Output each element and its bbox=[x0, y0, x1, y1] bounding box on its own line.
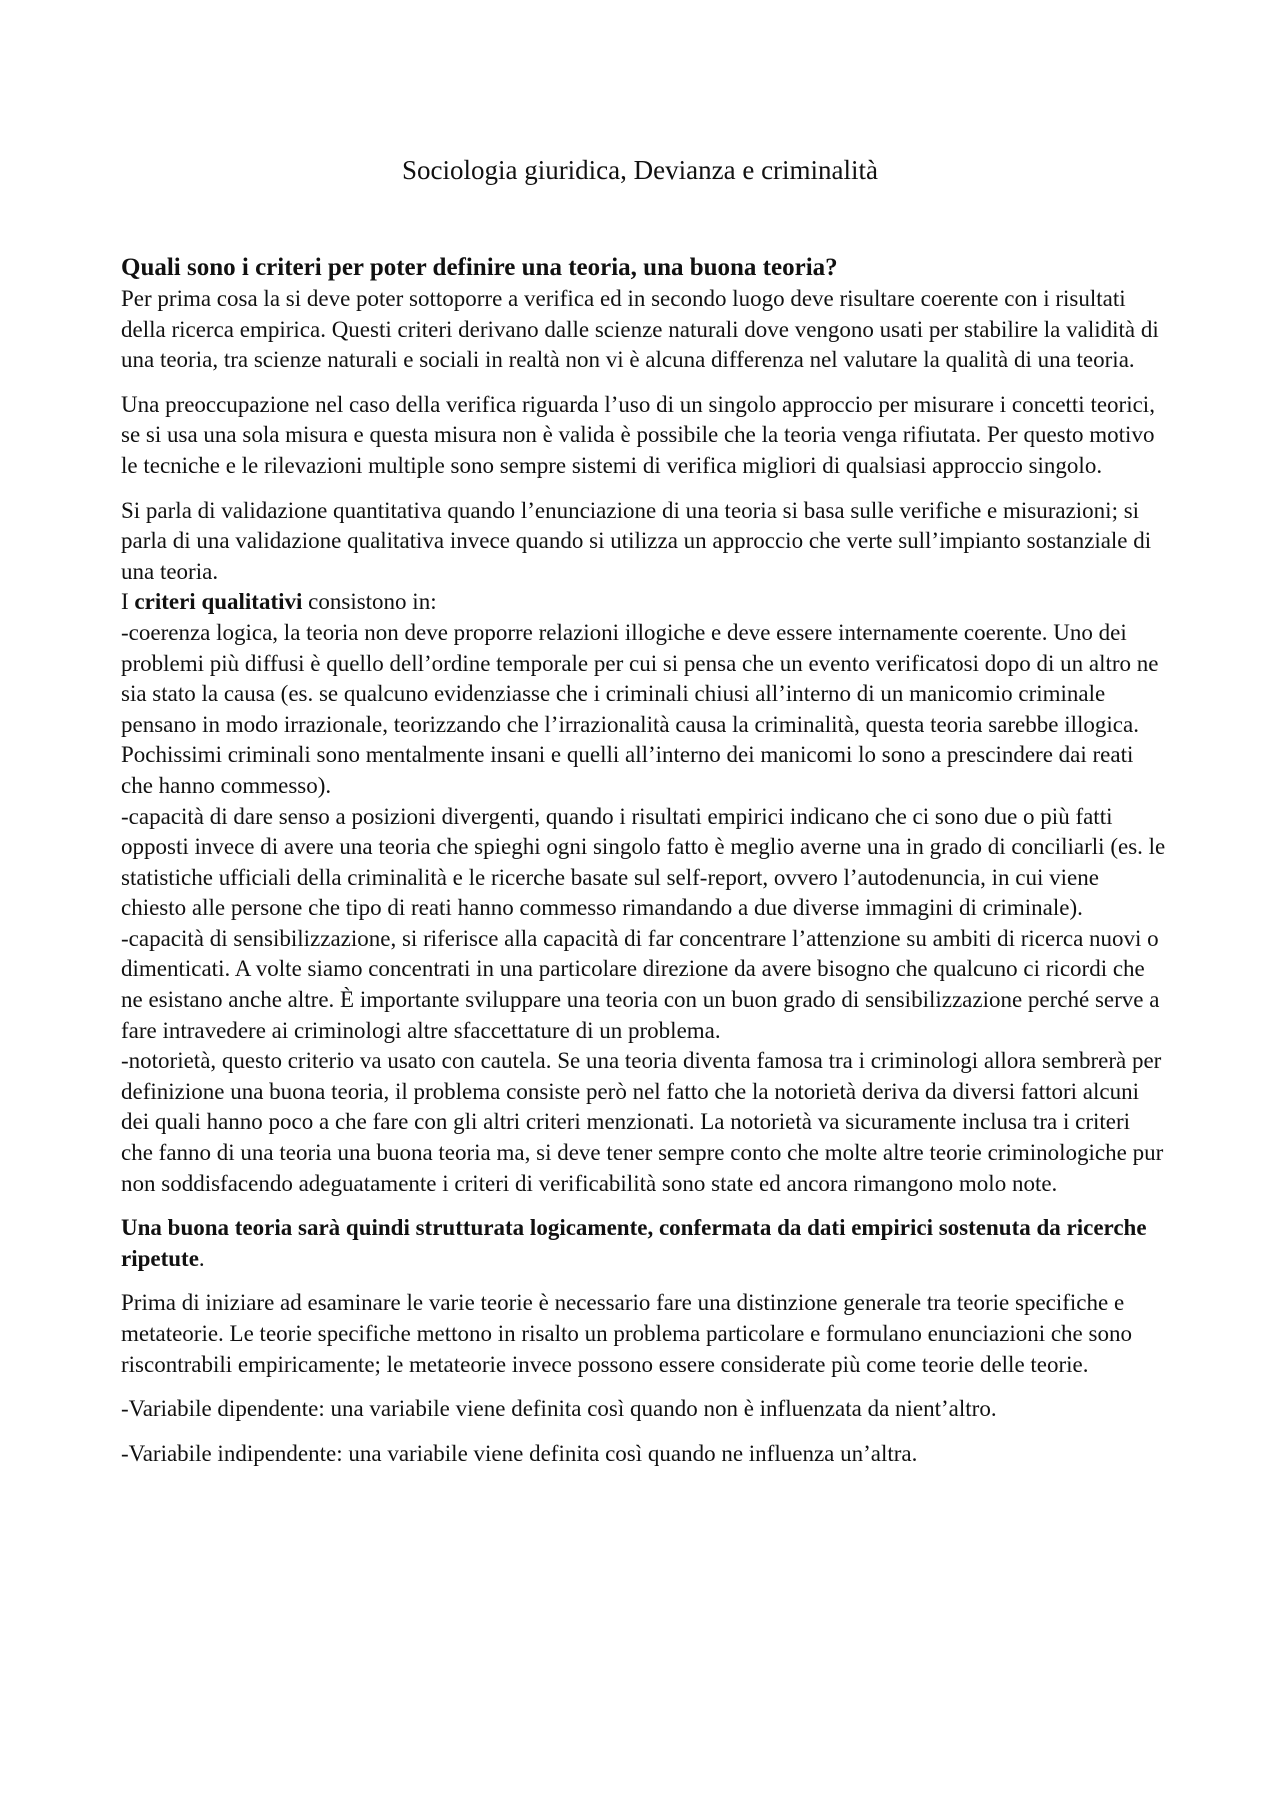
criteria-intro-post: consistono in: bbox=[302, 589, 437, 615]
criteria-intro-pre: I bbox=[121, 589, 135, 615]
criterion-sensitization: -capacità di sensibilizzazione, si riferisce alla capacità di far concentrare l’attenzione su ambiti di ricerca nuovi o dimenticati. A volte siamo concentrati in una particolare direzione da avere bisogno che qualcuno ci ricordi che ne esistano anche altre. È importante sviluppare una teoria con un buon grado di sensibilizzazione perché serve a fare intravedere ai criminologi altre sfaccettature di un problema. bbox=[121, 925, 1160, 1043]
summary-statement bbox=[121, 1213, 1167, 1274]
paragraph-validation: Si parla di validazione quantitativa quando l’enunciazione di una teoria si basa sulle verifiche e misurazioni; si parla di una validazione qualitativa invece quando si utilizza un approccio che verte sull’impianto sostanziale di una teoria. bbox=[121, 497, 1152, 584]
page-title: Sociologia giuridica, Devianza e criminalità bbox=[401, 155, 879, 185]
criterion-notoriety: -notorietà, questo criterio va usato con cautela. Se una teoria diventa famosa tra i criminologi allora sembrerà per definizione una buona teoria, il problema consiste però nel fatto che la notorietà deriva da diversi fattori alcuni dei quali hanno poco a che fare con gli altri criteri menzionati. La notorietà va sicuramente inclusa tra i criteri che fanno di una teoria una buona teoria ma, si deve tener sempre conto che molte altre teorie criminologiche pur non soddisfacendo adeguatamente i criteri di verificabilità sono state ed ancora rimangono molo note. bbox=[121, 1048, 1164, 1196]
criteria-intro-bold: criteri qualitativi bbox=[134, 589, 303, 615]
variable-dependent: -Variabile dipendente: una variabile viene definita così quando non è influenzata da nient’altro. bbox=[121, 1396, 997, 1422]
summary-end: . bbox=[198, 1245, 205, 1271]
paragraph-verification: Una preoccupazione nel caso della verifica riguarda l’uso di un singolo approccio per misurare i concetti teorici, se si usa una sola misura e questa misura non è valida è possibile che la teoria venga rifiutata. Per questo motivo le tecniche e le rilevazioni multiple sono sempre sistemi di verifica migliori di qualsiasi approccio singolo. bbox=[121, 391, 1155, 478]
criteria-intro bbox=[121, 587, 1167, 618]
section-heading: Quali sono i criteri per poter definire una teoria, una buona teoria? bbox=[121, 254, 838, 281]
paragraph-metatheories: Prima di iniziare ad esaminare le varie teorie è necessario fare una distinzione generale tra teorie specifiche e metateorie. Le teorie specifiche mettono in risalto un problema particolare e formulano enunciazioni che sono riscontrabili empiricamente; le metateorie invece possono essere considerate più come teorie delle teorie. bbox=[121, 1290, 1132, 1377]
criterion-divergent-positions: -capacità di dare senso a posizioni divergenti, quando i risultati empirici indicano che ci sono due o più fatti opposti invece di avere una teoria che spieghi ogni singolo fatto è meglio averne una in grado di conciliarli (es. le statistiche ufficiali della criminalità e le ricerche basate sul self-report, ovvero l’autodenuncia, in cui viene chiesto alle persone che tipo di reati hanno commesso rimandando a due diverse immagini di criminale). bbox=[121, 803, 1166, 921]
paragraph-intro: Per prima cosa la si deve poter sottoporre a verifica ed in secondo luogo deve risultare coerente con i risultati della ricerca empirica. Questi criteri derivano dalle scienze naturali dove vengono usati per stabilire la validità di una teoria, tra scienze naturali e sociali in realtà non vi è alcuna differenza nel valutare la qualità di una teoria. bbox=[121, 286, 1159, 373]
criterion-logical-coherence: -coerenza logica, la teoria non deve proporre relazioni illogiche e deve essere internamente coerente. Uno dei problemi più diffusi è quello dell’ordine temporale per cui si pensa che un evento verificatosi dopo di un altro ne sia stato la causa (es. se qualcuno evidenziasse che i criminali chiusi all’interno di un manicomio criminale pensano in modo irrazionale, teorizzando che l’irrazionalità causa la criminalità, questa teoria sarebbe illogica. Pochissimi criminali sono mentalmente insani e quelli all’interno dei manicomi lo sono a prescindere dai reati che hanno commesso). bbox=[121, 619, 1159, 798]
summary-bold: Una buona teoria sarà quindi strutturata logicamente, confermata da dati empirici sostenuta da ricerche ripetute bbox=[121, 1215, 1147, 1271]
document-body bbox=[121, 252, 1167, 1469]
variable-independent: -Variabile indipendente: una variabile viene definita così quando ne influenza un’altra. bbox=[121, 1440, 918, 1466]
